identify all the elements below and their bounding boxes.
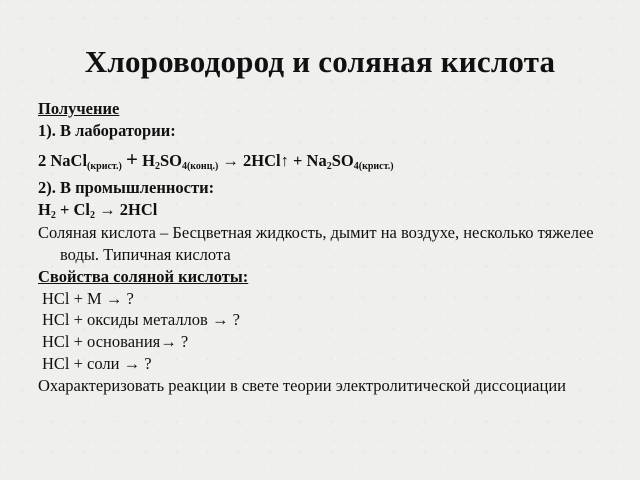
property-item: HCl + основания→ ? (42, 332, 189, 352)
reactant-h2so4-h: H (142, 150, 155, 170)
na2so4-sub2: 2 (326, 160, 332, 172)
property-item: HCl + M → ? (42, 288, 134, 308)
property-item: HCl + оксиды металлов → ? (42, 310, 240, 330)
slide-content (38, 98, 618, 396)
gas-up-arrow-icon: ↑ (280, 150, 289, 170)
plus-sign: + (126, 146, 138, 171)
obtaining-heading: Получение (38, 99, 120, 118)
nacl-state: (крист.) (87, 160, 122, 172)
industry-h-sub: 2 (50, 210, 56, 222)
properties-heading: Свойства соляной кислоты: (38, 266, 249, 286)
property-item: HCl + соли → ? (42, 353, 152, 373)
industry-h: H (38, 200, 51, 220)
reaction-industry (38, 199, 618, 222)
product-na2so4-so: SO (331, 150, 354, 170)
arrow-icon: → (222, 150, 239, 170)
lab-label: 1). В лаборатории: (38, 120, 176, 140)
industry-label: 2). В промышленности: (38, 178, 215, 198)
reactant-nacl: 2 NaCl (38, 150, 88, 170)
product-hcl: 2HCl (243, 150, 281, 170)
na2so4-sub4: 4(крист.) (353, 160, 394, 172)
description-paragraph: Соляная кислота – Бесцветная жидкость, дымит на воздухе, несколько тяжелее воды. Типичная кислота (38, 223, 594, 264)
plus-sign-2: + (293, 150, 303, 170)
industry-product: → 2HCl (99, 200, 158, 220)
h2so4-sub2: 2 (154, 160, 160, 172)
industry-cl: + Cl (59, 200, 90, 220)
industry-cl-sub: 2 (90, 210, 95, 222)
product-na2so4-na: Na (306, 150, 327, 170)
task-paragraph: Охарактеризовать реакции в свете теории электролитической диссоциации (38, 375, 566, 395)
reactant-h2so4-so: SO (159, 150, 182, 170)
slide-title: Хлороводород и соляная кислота (84, 44, 556, 79)
h2so4-sub4: 4(конц.) (181, 160, 219, 172)
reaction-laboratory (38, 146, 618, 174)
